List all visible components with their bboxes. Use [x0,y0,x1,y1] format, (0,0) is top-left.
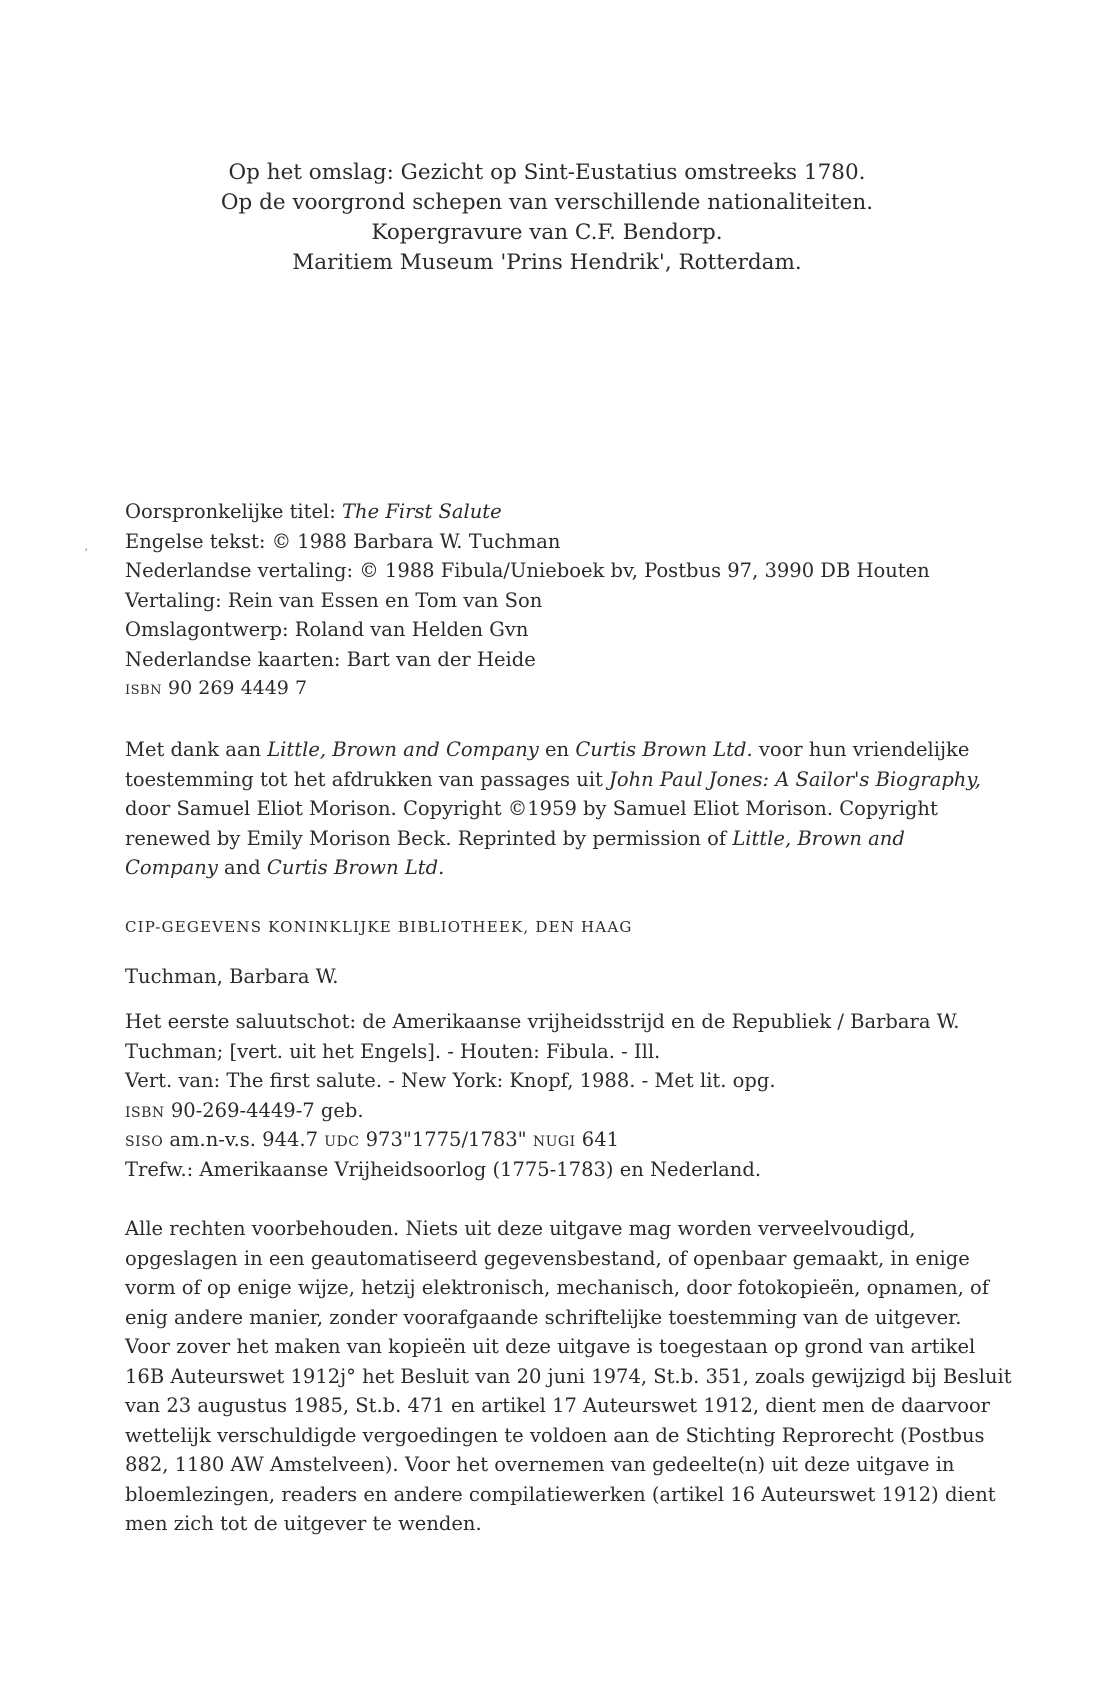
rights-line: enig andere manier, zonder voorafgaande schriftelijke toestemming van de uitgever. [125,1305,962,1329]
rights-line: opgeslagen in een geautomatiseerd gegevensbestand, of openbaar gemaakt, in enige [125,1246,970,1270]
cip-heading: CIP-GEGEVENS KONINKLIJKE BIBLIOTHEEK, DEN HAAG [125,918,633,936]
original-title-line [125,497,995,527]
cip-author-block [125,962,995,992]
book-title: John Paul Jones: A Sailor's Biography, [609,767,981,791]
thanks-text: toestemming tot het afdrukken van passages uit [125,767,610,791]
rights-line: van 23 augustus 1985, St.b. 471 en artikel 17 Auteurswet 1912, dient men de daarvoor [125,1394,991,1417]
original-title-label: Oorspronkelijke titel: [125,500,343,523]
nugi-value: 641 [575,1128,620,1151]
isbn-label: isbn [125,677,162,699]
maps-line: Nederlandse kaarten: Bart van der Heide [125,647,536,671]
publisher-name: Little, Brown and [732,826,905,850]
cover-caption-line: Op het omslag: Gezicht op Sint-Eustatius omstreeks 1780. [228,160,866,185]
rights-line: Alle rechten voorbehouden. Niets uit deze uitgave mag worden verveelvoudigd, [125,1217,916,1240]
cip-isbn-label: isbn [125,1098,165,1122]
cover-design-line: Omslagontwerp: Roland van Helden Gvn [125,618,529,641]
original-title: The First Salute [342,500,502,523]
cip-line: Het eerste saluutschot: de Amerikaanse vrijheidsstrijd en de Republiek / Barbara W. [125,1010,960,1033]
cip-record [125,1007,995,1184]
cip-keywords: Trefw.: Amerikaanse Vrijheidsoorlog (1775-1783) en Nederland. [125,1157,762,1181]
rights-line: 882, 1180 AW Amstelveen). Voor het overnemen van gedeelte(n) uit deze uitgave in [125,1453,955,1476]
agency-name: Curtis Brown Ltd. [575,738,753,761]
thanks-line [125,765,995,795]
nugi-label: nugi [532,1128,576,1151]
cip-class-line [125,1125,995,1155]
cip-line: Vert. van: The first salute. - New York: Knopf, 1988. - Met lit. opg. [125,1069,776,1092]
thanks-line: door Samuel Eliot Morison. Copyright ©1959 by Samuel Eliot Morison. Copyright [125,797,938,820]
thanks-text: renewed by Emily Morison Beck. Reprinted by permission of [125,826,733,850]
agency-name: Curtis Brown Ltd. [266,856,445,879]
isbn-line [125,674,995,704]
siso-label: siso [125,1128,164,1151]
cip-author: Tuchman, Barbara W. [125,965,339,988]
udc-value: 973"1775/1783" [359,1128,533,1151]
print-speck-icon: ʼ [84,547,88,560]
siso-value: am.n-v.s. 944.7 [163,1128,325,1151]
thanks-line [125,735,995,765]
cover-caption-line: Op de voorgrond schepen van verschillende nationaliteiten. [220,190,874,215]
publisher-name: Little, Brown and Company [267,738,539,761]
rights-line: men zich tot de uitgever te wenden. [125,1512,482,1535]
cip-isbn-value: 90-269-4449-7 geb. [164,1098,364,1122]
thanks-text: voor hun vriendelijke [752,738,970,761]
english-text-line: Engelse tekst: © 1988 Barbara W. Tuchman [125,529,561,553]
cip-isbn-line [125,1096,995,1126]
rights-line: vorm of op enige wijze, hetzij elektronisch, mechanisch, door fotokopieën, opnamen, of [125,1276,989,1299]
cover-caption-line: Maritiem Museum 'Prins Hendrik', Rotterdam. [292,250,802,275]
cover-caption-line: Kopergravure van C.F. Bendorp. [371,220,723,245]
translation-line: Vertaling: Rein van Essen en Tom van Son [125,588,543,612]
rights-line: Voor zover het maken van kopieën uit deze uitgave is toegestaan op grond van artikel [125,1335,976,1358]
rights-line: bloemlezingen, readers en andere compilatiewerken (artikel 16 Auteurswet 1912) dient [125,1482,996,1506]
rights-notice [125,1214,1012,1539]
rights-line: 16B Auteurswet 1912j° het Besluit van 20 juni 1974, St.b. 351, zoals gewijzigd bij Besluit [125,1364,1012,1388]
rights-line: wettelijk verschuldigde vergoedingen te voldoen aan de Stichting Reprorecht (Postbus [125,1423,985,1447]
credits-block [125,497,995,704]
thanks-block [125,735,995,883]
dutch-translation-line: Nederlandse vertaling: © 1988 Fibula/Unieboek bv, Postbus 97, 3990 DB Houten [125,559,930,582]
thanks-text: en [538,738,576,761]
cover-caption [0,158,1094,278]
thanks-line [125,824,995,854]
thanks-line [125,853,995,883]
udc-label: udc [324,1128,360,1151]
publisher-name: Company [125,856,218,879]
cip-line: Tuchman; [vert. uit het Engels]. - Houten: Fibula. - Ill. [125,1039,661,1063]
thanks-text: Met dank aan [125,738,268,761]
thanks-text: and [217,856,267,879]
isbn-value: 90 269 4449 7 [161,677,308,699]
